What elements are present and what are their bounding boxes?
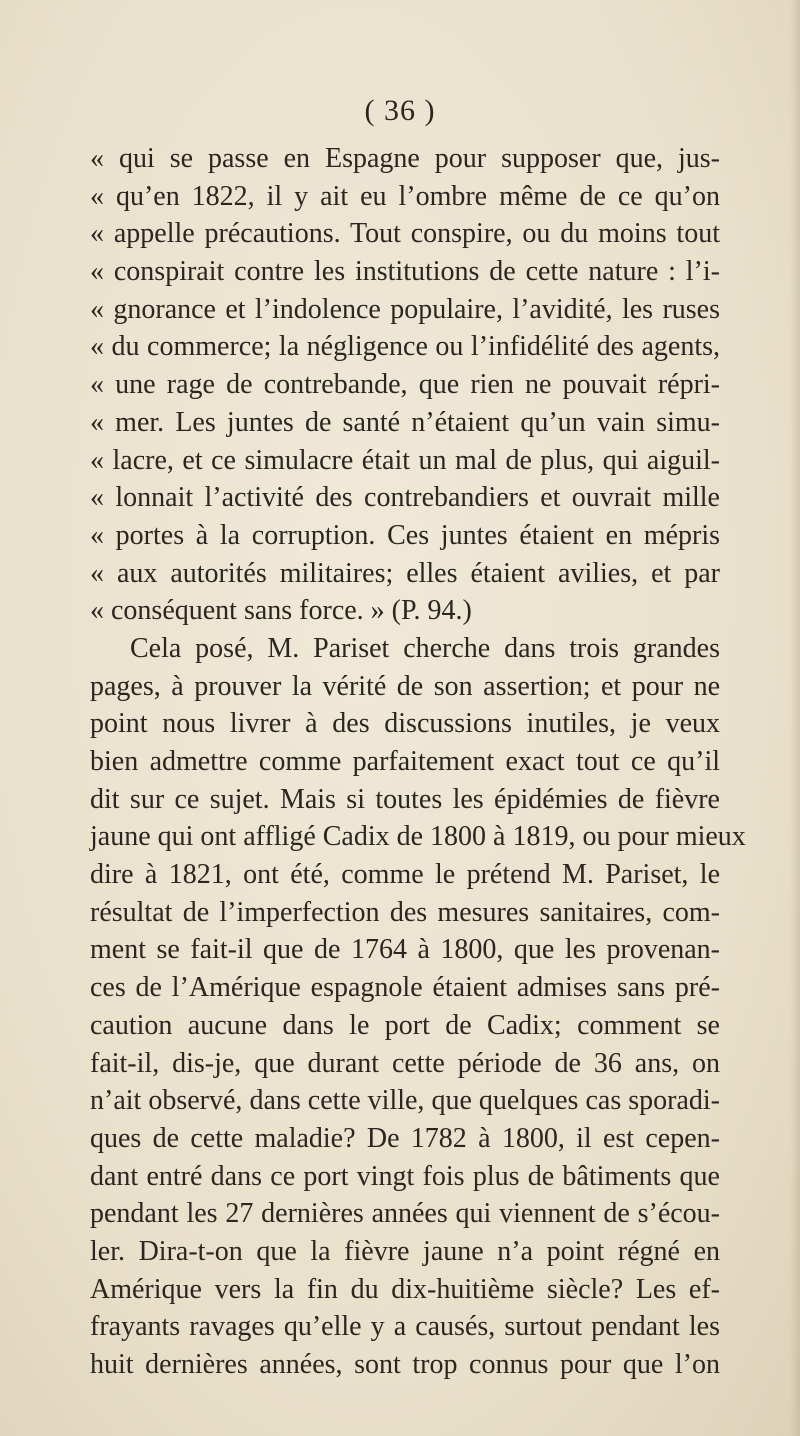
text-line: « appelle précautions. Tout conspire, ou du moins tout [90,218,720,250]
text-line: pendant les 27 dernières années qui viennent de s’écou- [90,1198,720,1230]
text-line: dire à 1821, ont été, comme le prétend M. Pariset, le [90,859,720,891]
text-line: « gnorance et l’indolence populaire, l’avidité, les ruses [90,293,720,325]
text-line: frayants ravages qu’elle y a causés, surtout pendant les [90,1311,720,1343]
text-line: ques de cette maladie? De 1782 à 1800, il est cepen- [90,1122,720,1154]
paragraph-start-line: Cela posé, M. Pariset cherche dans trois grandes [130,632,720,664]
body-text [90,140,746,1384]
text-line: ment se fait-il que de 1764 à 1800, que les provenan- [90,934,720,966]
text-line: « mer. Les juntes de santé n’étaient qu’un vain simu- [90,406,720,438]
text-line: fait-il, dis-je, que durant cette période de 36 ans, on [90,1047,720,1079]
text-line: « conspirait contre les institutions de cette nature : l’i- [90,256,720,288]
text-line: pages, à prouver la vérité de son assertion; et pour ne [90,670,720,702]
text-line: « une rage de contrebande, que rien ne pouvait répri- [90,369,720,401]
page-edge-shadow [790,0,800,1436]
text-line: « lonnait l’activité des contrebandiers et ouvrait mille [90,482,720,514]
text-line: n’ait observé, dans cette ville, que quelques cas sporadi- [90,1085,720,1117]
text-line: huit dernières années, sont trop connus pour que l’on [90,1349,720,1380]
text-line: Amérique vers la fin du dix-huitième siècle? Les ef- [90,1273,720,1305]
text-line: ler. Dira-t-on que la fièvre jaune n’a point régné en [90,1235,720,1267]
text-line: ces de l’Amérique espagnole étaient admises sans pré- [90,972,720,1004]
text-line: « portes à la corruption. Ces juntes étaient en mépris [90,519,720,551]
text-line: « conséquent sans force. » (P. 94.) [90,595,472,627]
text-line: dant entré dans ce port vingt fois plus de bâtiments que [90,1160,720,1192]
text-line: point nous livrer à des discussions inutiles, je veux [90,708,720,740]
page-number: ( 36 ) [364,94,436,127]
text-line: jaune qui ont affligé Cadix de 1800 à 1819, ou pour mieux [90,821,746,853]
text-line: « lacre, et ce simulacre était un mal de plus, qui aiguil- [90,444,720,476]
text-line: « qu’en 1822, il y ait eu l’ombre même de ce qu’on [90,180,720,212]
text-line: bien admettre comme parfaitement exact tout ce qu’il [90,746,720,777]
text-line: dit sur ce sujet. Mais si toutes les épidémies de fièvre [90,783,720,815]
text-line: caution aucune dans le port de Cadix; comment se [90,1009,720,1041]
text-line: « qui se passe en Espagne pour supposer que, jus- [90,143,720,174]
text-line: résultat de l’imperfection des mesures sanitaires, com- [90,896,720,928]
text-line: « aux autorités militaires; elles étaient avilies, et par [90,557,720,589]
text-line: « du commerce; la négligence ou l’infidélité des agents, [90,331,720,363]
